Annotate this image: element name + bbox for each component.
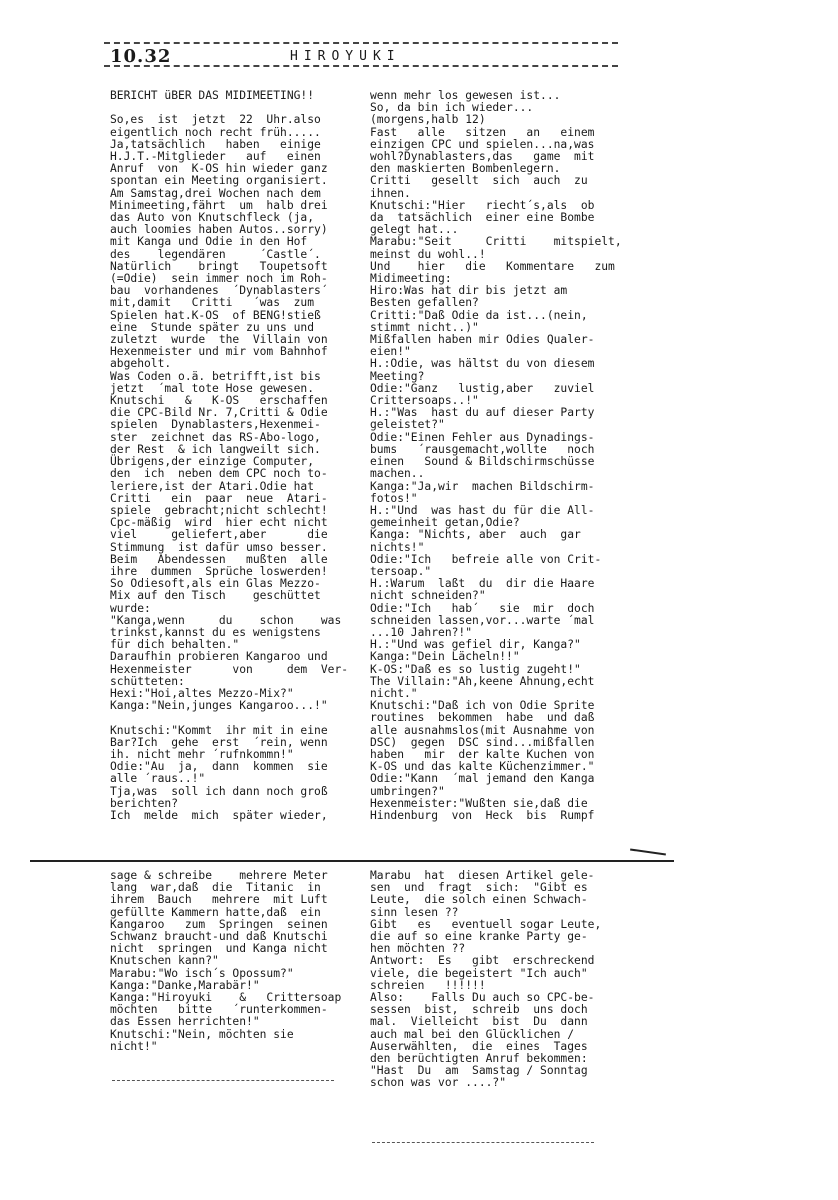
article-column-bottom-right: Marabu hat diesen Artikel gele- sen und fragt sich: "Gibt es Leute, die solch einen Schwach- sinn lesen ?? Gibt es eventuell sogar Leute, die auf so eine kranke Party ge- hen möchten ?? Antwort: Es gibt erschreckend viele, die begeistert "Ich auch" schreien !!!!!! Also: Falls Du auch so CPC-be- sessen bist, schreib uns doch mal. Vielleicht bist Du dann auch mal bei den Glücklichen / Auserwählten, die eines Tages den berüchtigten Anruf bekommen: "Hast Du am Samstag / Sonntag schon was vor ....?" bbox=[370, 869, 602, 1090]
header-top-rule bbox=[104, 42, 618, 44]
magazine-title: HIROYUKI bbox=[290, 49, 401, 64]
end-rule-right bbox=[372, 1142, 594, 1143]
article-column-bottom-left: sage & schreibe mehrere Meter lang war,daß die Titanic in ihrem Bauch mehrere mit Luft gefüllte Kammern hatte,daß ein Kangaroo zum Springen seinen Schwanz braucht-und daß Knutschi nicht springen und Kanga nicht Knutschen kann?" Marabu:"Wo isch´s Opossum?" Kanga:"Danke,Marabär!" Kanga:"Hiroyuki & Crittersoap möchten bitte ´runterkommen- das Essen herrichten!" Knutschi:"Nein, möchten sie nicht!" bbox=[110, 869, 342, 1053]
page-number: 10.32 bbox=[110, 46, 172, 67]
section-divider-tail bbox=[630, 849, 666, 856]
article-column-top-right: wenn mehr los gewesen ist... So, da bin ich wieder... (morgens,halb 12) Fast alle sitzen an einem einzigen CPC und spielen...na,was wohl?Dynablasters,das game mit den maskierten Bombenlegern. Critti gesellt sich auch zu ihnen. Knutschi:"Hier riecht´s,als ob da tatsächlich einer eine Bombe gelegt hat... Marabu:"Seit Critti mitspielt, meinst du wohl..! Und hier die Kommentare zum Midimeeting: Hiro:Was hat dir bis jetzt am Besten gefallen? Critti:"Daß Odie da ist...(nein, stimmt nicht..)" Mißfallen haben mir Odies Qualer- eien!" H.:Odie, was hältst du von diesem Meeting? Odie:"Ganz lustig,aber zuviel Crittersoaps..!" H.:"Was hast du auf dieser Party geleistet?" Odie:"Einen Fehler aus Dynadings- bums ´rausgemacht,wollte noch einen Sound & Bildschirmschüsse machen.. Kanga:"Ja,wir machen Bildschirm- fotos!" H.:"Und was hast du für die All- gemeinheit getan,Odie? Kanga: "Nichts, aber auch gar nichts!" Odie:"Ich befreie alle von Crit- tersoap." H.:Warum laßt du dir die Haare nicht schneiden?" Odie:"Ich hab´ sie mir doch schneiden lassen,vor...warte ´mal ...10 Jahren?!" H.:"Und was gefiel dir, Kanga?" Kanga:"Dein Lächeln!!" K-OS:"Daß es so lustig zugeht!" The Villain:"Ah,keene Ahnung,echt nicht." Knutschi:"Daß ich von Odie Sprite routines bekommen habe und daß alle ausnahmslos(mit Ausnahme von DSC) gegen DSC sind...mißfallen haben mir der kalte Kuchen von K-OS und das kalte Küchenzimmer." Odie:"Kann ´mal jemand den Kanga umbringen?" Hexenmeister:"Wußten sie,daß die Hindenburg von Heck bis Rumpf bbox=[370, 89, 622, 822]
header-bottom-rule bbox=[104, 65, 618, 67]
end-rule-left bbox=[112, 1080, 334, 1081]
section-divider-line bbox=[30, 860, 674, 862]
article-column-top-left: BERICHT üBER DAS MIDIMEETING!! So,es ist jetzt 22 Uhr.also eigentlich noch recht früh..... Ja,tatsächlich haben einige H.J.T.-Mitglieder auf einen Anruf von K-OS hin wieder ganz spontan ein Meeting organisiert. Am Samstag,drei Wochen nach dem Minimeeting,fährt um halb drei das Auto von Knutschfleck (ja, auch loomies haben Autos..sorry) mit Kanga und Odie in den Hof des legendären ´Castle´. Natürlich bringt Toupetsoft (=Odie) sein immer noch im Roh- bau vorhandenes ´Dynablasters´ mit,damit Critti ´was zum Spielen hat.K-OS of BENG!stieß eine Stunde später zu uns und zuletzt wurde the Villain von Hexenmeister und mir vom Bahnhof abgeholt. Was Coden o.ä. betrifft,ist bis jetzt ´mal tote Hose gewesen. Knutschi & K-OS erschaffen die CPC-Bild Nr. 7,Critti & Odie spielen Dynablasters,Hexenmei- ster zeichnet das RS-Abo-logo, der Rest & ich langweilt sich. Übrigens,der einzige Computer, den ich neben dem CPC noch to- leriere,ist der Atari.Odie hat Critti ein paar neue Atari- spiele gebracht;nicht schlecht! Cpc-mäßig wird hier echt nicht viel geliefert,aber die Stimmung ist dafür umso besser. Beim Abendessen mußten alle ihre dummen Sprüche loswerden! So Odiesoft,als ein Glas Mezzo- Mix auf den Tisch geschüttet wurde: "Kanga,wenn du schon was trinkst,kannst du es wenigstens für dich behalten." Daraufhin probieren Kangaroo und Hexenmeister von dem Ver- schütteten: Hexi:"Hoi,altes Mezzo-Mix?" Kanga:"Nein,junges Kangaroo...!" Knutschi:"Kommt ihr mit in eine Bar?Ich gehe erst ´rein, wenn ih. nicht mehr ´rufnkommn!" Odie:"Au ja, dann kommen sie alle ´raus..!" Tja,was soll ich dann noch groß berichten? Ich melde mich später wieder, bbox=[110, 89, 349, 822]
